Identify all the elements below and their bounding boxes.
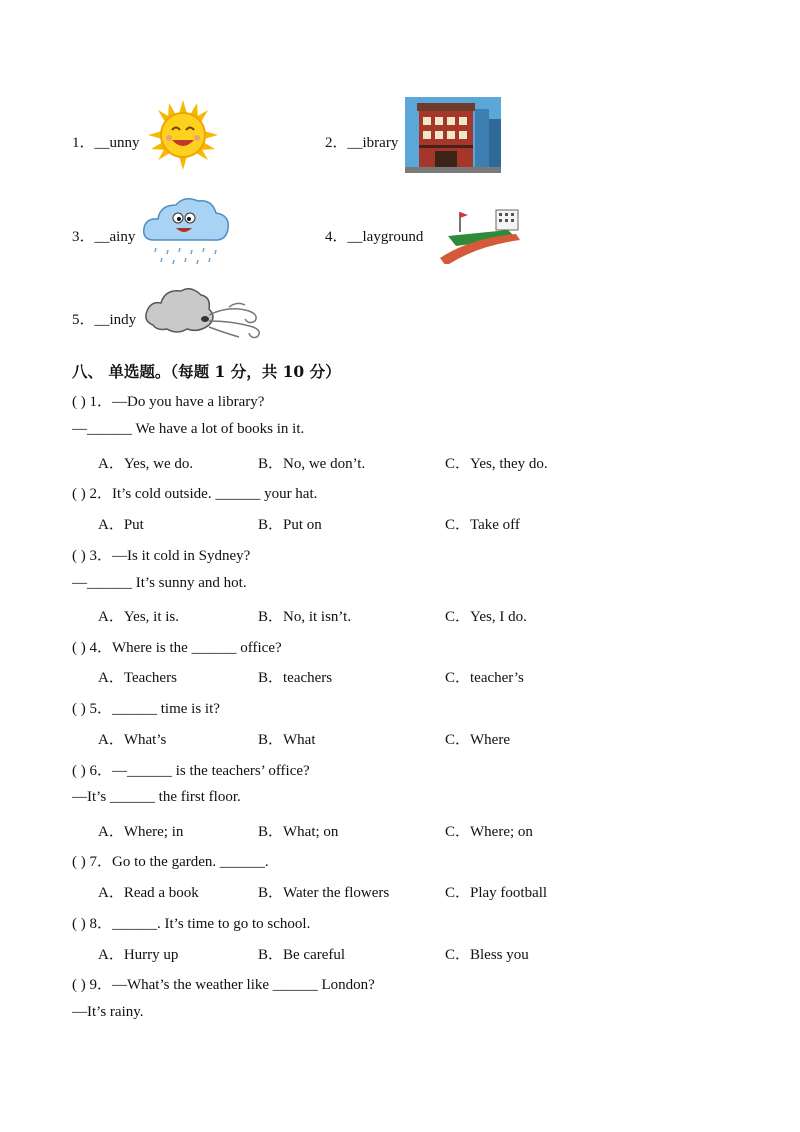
rain-cloud-icon [140, 192, 232, 268]
question-6-option-a: A．Where; in [98, 824, 184, 840]
wind-cloud-icon [143, 285, 269, 341]
question-6-stem: ( ) 6．—______ is the teachers’ office? [72, 763, 310, 779]
picture-item-2-label: 2．__ibrary [325, 135, 399, 151]
question-2-option-c: C．Take off [445, 517, 520, 533]
question-2-stem: ( ) 2．It’s cold outside. ______ your hat. [72, 486, 318, 502]
question-9-stem: ( ) 9．—What’s the weather like ______ London? [72, 977, 375, 993]
question-5-option-b: B．What [258, 732, 316, 748]
question-8-stem: ( ) 8．______. It’s time to go to school. [72, 916, 311, 932]
question-5-option-c: C．Where [445, 732, 510, 748]
question-3-option-a: A．Yes, it is. [98, 609, 179, 625]
question-4-stem: ( ) 4．Where is the ______ office? [72, 640, 282, 656]
question-5-option-a: A．What’s [98, 732, 167, 748]
library-building-icon [405, 97, 501, 173]
picture-item-5-label: 5．__indy [72, 312, 137, 328]
question-1-option-c: C．Yes, they do. [445, 456, 548, 472]
question-8-option-a: A．Hurry up [98, 947, 179, 963]
question-3-reply: —______ It’s sunny and hot. [72, 575, 247, 591]
question-3-option-b: B．No, it isn’t. [258, 609, 352, 625]
picture-item-1-label: 1．__unny [72, 135, 140, 151]
playground-icon [438, 208, 522, 264]
question-6-reply: —It’s ______ the first floor. [72, 789, 241, 805]
question-1-option-a: A．Yes, we do. [98, 456, 194, 472]
question-4-option-a: A．Teachers [98, 670, 177, 686]
question-9-reply: —It’s rainy. [72, 1004, 144, 1020]
question-5-stem: ( ) 5．______ time is it? [72, 701, 220, 717]
question-1-option-b: B．No, we don’t. [258, 456, 366, 472]
question-6-option-b: B．What; on [258, 824, 339, 840]
question-7-option-b: B．Water the flowers [258, 885, 390, 901]
section-title: 八、 单选题。（每题 1 分，共 10 分） [72, 362, 341, 381]
question-6-option-c: C．Where; on [445, 824, 533, 840]
question-2-option-b: B．Put on [258, 517, 322, 533]
question-3-option-c: C．Yes, I do. [445, 609, 527, 625]
sun-icon [148, 100, 218, 170]
question-8-option-b: B．Be careful [258, 947, 346, 963]
question-7-stem: ( ) 7．Go to the garden. ______. [72, 854, 269, 870]
question-1-reply: —______ We have a lot of books in it. [72, 421, 305, 437]
question-7-option-a: A．Read a book [98, 885, 199, 901]
question-8-option-c: C．Bless you [445, 947, 529, 963]
question-4-option-b: B．teachers [258, 670, 333, 686]
question-3-stem: ( ) 3．—Is it cold in Sydney? [72, 548, 251, 564]
question-1-stem: ( ) 1．—Do you have a library? [72, 394, 265, 410]
question-4-option-c: C．teacher’s [445, 670, 524, 686]
picture-item-3-label: 3．__ainy [72, 229, 136, 245]
picture-item-4-label: 4．__layground [325, 229, 424, 245]
question-2-option-a: A．Put [98, 517, 144, 533]
question-7-option-c: C．Play football [445, 885, 548, 901]
